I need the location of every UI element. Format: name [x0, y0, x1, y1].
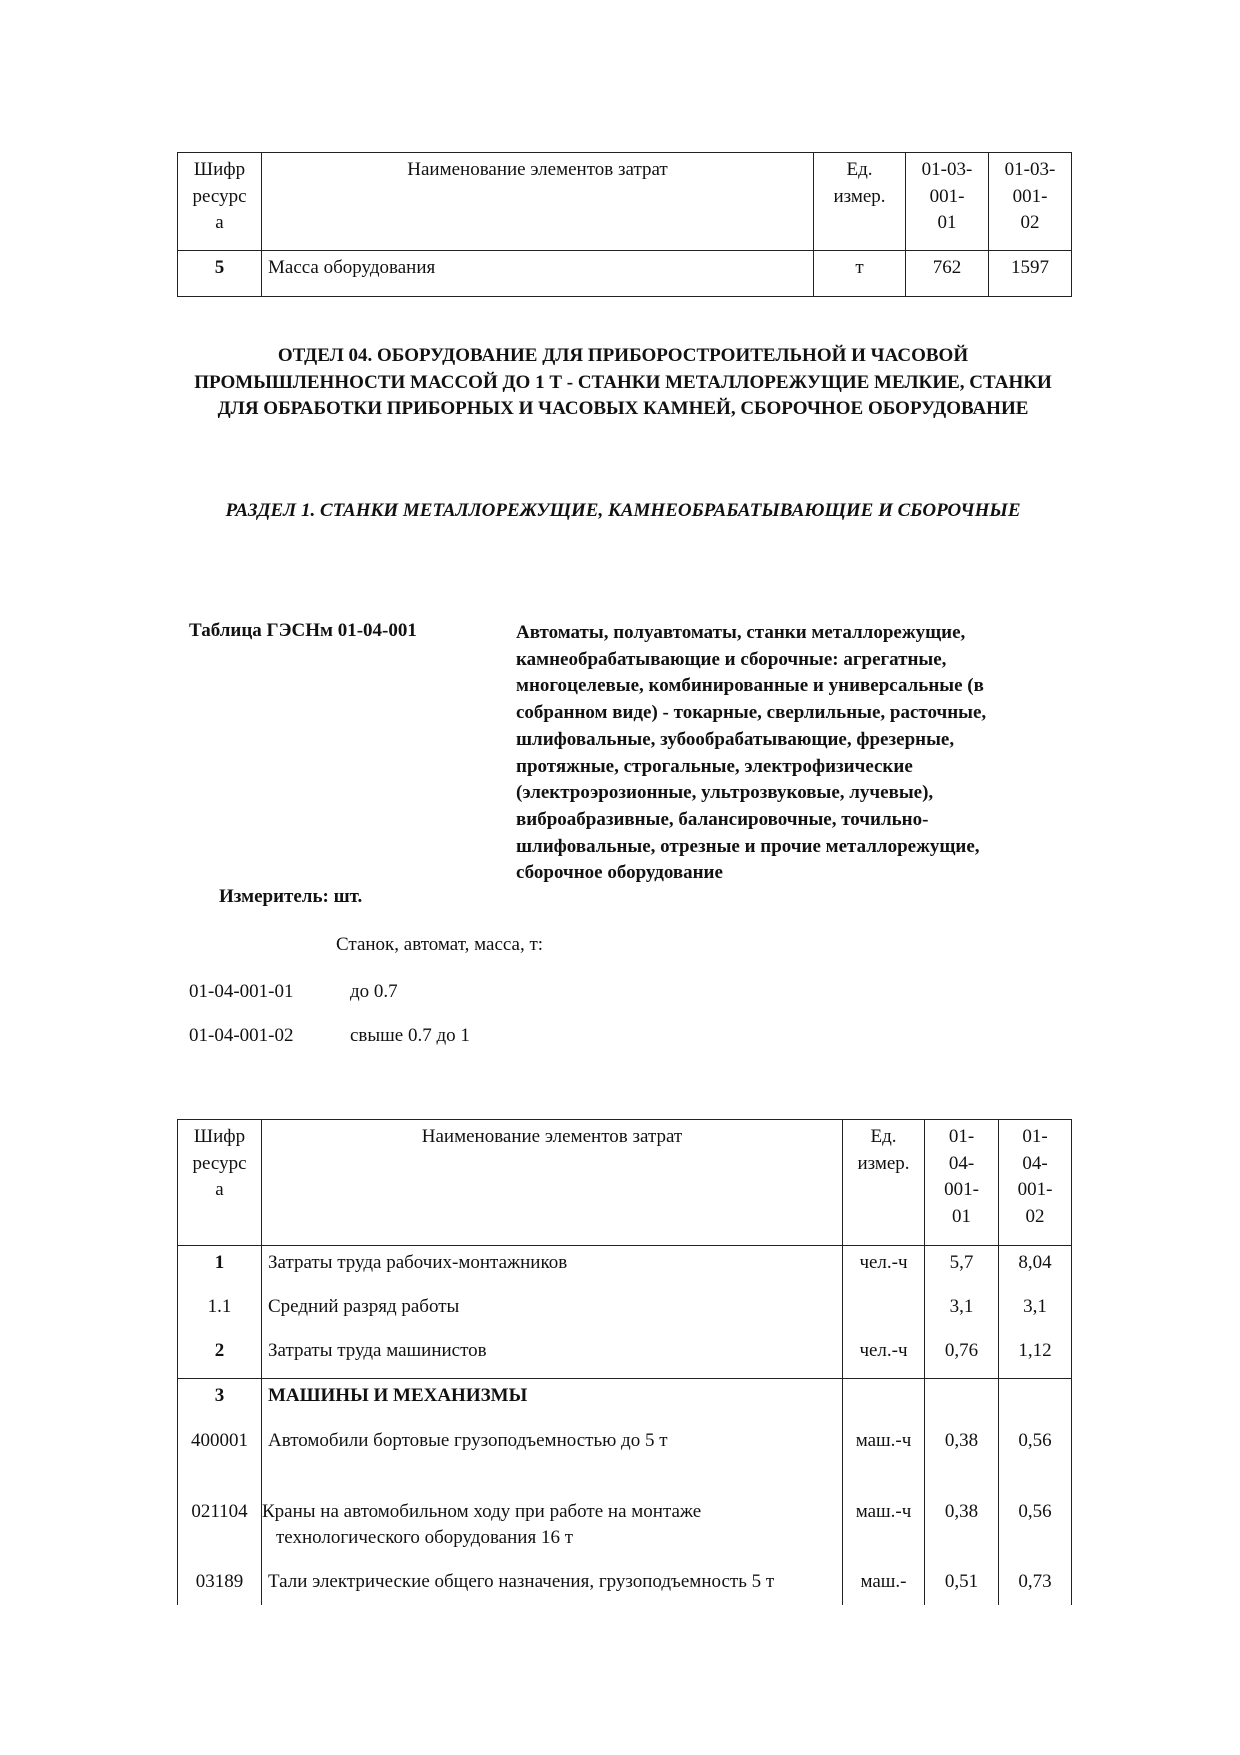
table-row — [178, 1246, 1072, 1290]
header-col1: 01-03- 001- 01 — [906, 153, 989, 251]
row-value-1: 0,38 — [925, 1495, 999, 1565]
row-value-1: 0,51 — [925, 1565, 999, 1605]
section-heading: ОТДЕЛ 04. ОБОРУДОВАНИЕ ДЛЯ ПРИБОРОСТРОИТЕЛЬНОЙ И ЧАСОВОЙ ПРОМЫШЛЕННОСТИ МАССОЙ ДО 1 Т - СТАНКИ МЕТАЛЛОРЕЖУЩИЕ МЕЛКИЕ, СТАНКИ ДЛЯ ОБРАБОТКИ ПРИБОРНЫХ И ЧАСОВЫХ КАМНЕЙ, СБОРОЧНОЕ ОБОРУДОВАНИЕ — [194, 345, 1052, 420]
row-unit — [843, 1379, 925, 1424]
variant-range: до 0.7 — [350, 981, 398, 1002]
subsection-heading: РАЗДЕЛ 1. СТАНКИ МЕТАЛЛОРЕЖУЩИЕ, КАМНЕОБРАБАТЫВАЮЩИЕ И СБОРОЧНЫЕ — [225, 500, 1021, 521]
header-unit: Ед. измер. — [814, 153, 906, 251]
table-row — [178, 1290, 1072, 1334]
table-row — [178, 1334, 1072, 1379]
header-col2: 01-03- 001- 02 — [989, 153, 1072, 251]
table-row — [178, 1495, 1072, 1565]
row-code: 5 — [178, 251, 262, 297]
row-value-2: 8,04 — [999, 1246, 1072, 1290]
row-value-2: 0,73 — [999, 1565, 1072, 1605]
row-code: 021104 — [178, 1495, 262, 1565]
header-name: Наименование элементов затрат — [262, 1120, 843, 1246]
row-name: Затраты труда рабочих-монтажников — [262, 1246, 843, 1290]
row-unit: маш.- — [843, 1565, 925, 1605]
table-row — [178, 251, 1072, 297]
header-code: Шифр ресурс а — [178, 1120, 262, 1246]
row-unit: т — [814, 251, 906, 297]
table-row — [178, 1379, 1072, 1424]
table-label: Таблица ГЭСНм 01-04-001 — [189, 620, 417, 641]
row-value-1: 0,76 — [925, 1334, 999, 1379]
row-value-1: 5,7 — [925, 1246, 999, 1290]
row-code: 400001 — [178, 1424, 262, 1495]
table-description: Автоматы, полуавтоматы, станки металлорежущие, камнеобрабатывающие и сборочные: агрегатные, многоцелевые, комбинированные и универсальные (в собранном виде) - токарные, сверлильные, расточные, шлифовальные, зубообрабатывающие, фрезерные, протяжные, строгальные, электрофизические (электроэрозионные, ультрозвуковые, лучевые), виброабразивные, балансировочные, точильно-шлифовальные, отрезные и прочие металлорежущие, сборочное оборудование — [516, 622, 987, 884]
row-value-2: 1597 — [989, 251, 1072, 297]
row-unit: маш.-ч — [843, 1424, 925, 1495]
measure-unit: Измеритель: шт. — [219, 886, 363, 907]
row-code: 1 — [178, 1246, 262, 1290]
resource-table-1 — [177, 152, 1072, 297]
row-name: Средний разряд работы — [262, 1290, 843, 1334]
table-header-row — [178, 1120, 1072, 1246]
variant-code: 01-04-001-01 — [189, 981, 294, 1002]
table-row — [178, 1565, 1072, 1605]
row-value-1 — [925, 1379, 999, 1424]
row-value-2 — [999, 1379, 1072, 1424]
row-value-1: 3,1 — [925, 1290, 999, 1334]
row-code: 03189 — [178, 1565, 262, 1605]
row-unit: маш.-ч — [843, 1495, 925, 1565]
resource-table-2 — [177, 1119, 1072, 1605]
header-col1: 01- 04- 001- 01 — [925, 1120, 999, 1246]
table-header-row — [178, 153, 1072, 251]
row-code: 2 — [178, 1334, 262, 1379]
table-row — [178, 1424, 1072, 1495]
row-name: Масса оборудования — [262, 251, 814, 297]
row-name: Автомобили бортовые грузоподъемностью до 5 т — [262, 1424, 843, 1495]
row-value-2: 3,1 — [999, 1290, 1072, 1334]
row-value-2: 0,56 — [999, 1495, 1072, 1565]
row-value-1: 762 — [906, 251, 989, 297]
row-unit: чел.-ч — [843, 1246, 925, 1290]
subtitle: Станок, автомат, масса, т: — [336, 934, 544, 955]
header-unit: Ед. измер. — [843, 1120, 925, 1246]
row-code: 3 — [178, 1379, 262, 1424]
variant-code: 01-04-001-02 — [189, 1025, 294, 1046]
row-name: Тали электрические общего назначения, грузоподъемность 5 т — [262, 1565, 843, 1605]
row-unit: чел.-ч — [843, 1334, 925, 1379]
row-name: Краны на автомобильном ходу при работе на монтаже технологического оборудования 16 т — [262, 1495, 843, 1565]
row-code: 1.1 — [178, 1290, 262, 1334]
row-value-2: 0,56 — [999, 1424, 1072, 1495]
row-name: МАШИНЫ И МЕХАНИЗМЫ — [262, 1379, 843, 1424]
variant-range: свыше 0.7 до 1 — [350, 1025, 470, 1046]
row-value-2: 1,12 — [999, 1334, 1072, 1379]
row-unit — [843, 1290, 925, 1334]
row-name: Затраты труда машинистов — [262, 1334, 843, 1379]
row-value-1: 0,38 — [925, 1424, 999, 1495]
header-code: Шифр ресурс а — [178, 153, 262, 251]
header-name: Наименование элементов затрат — [262, 153, 814, 251]
header-col2: 01- 04- 001- 02 — [999, 1120, 1072, 1246]
